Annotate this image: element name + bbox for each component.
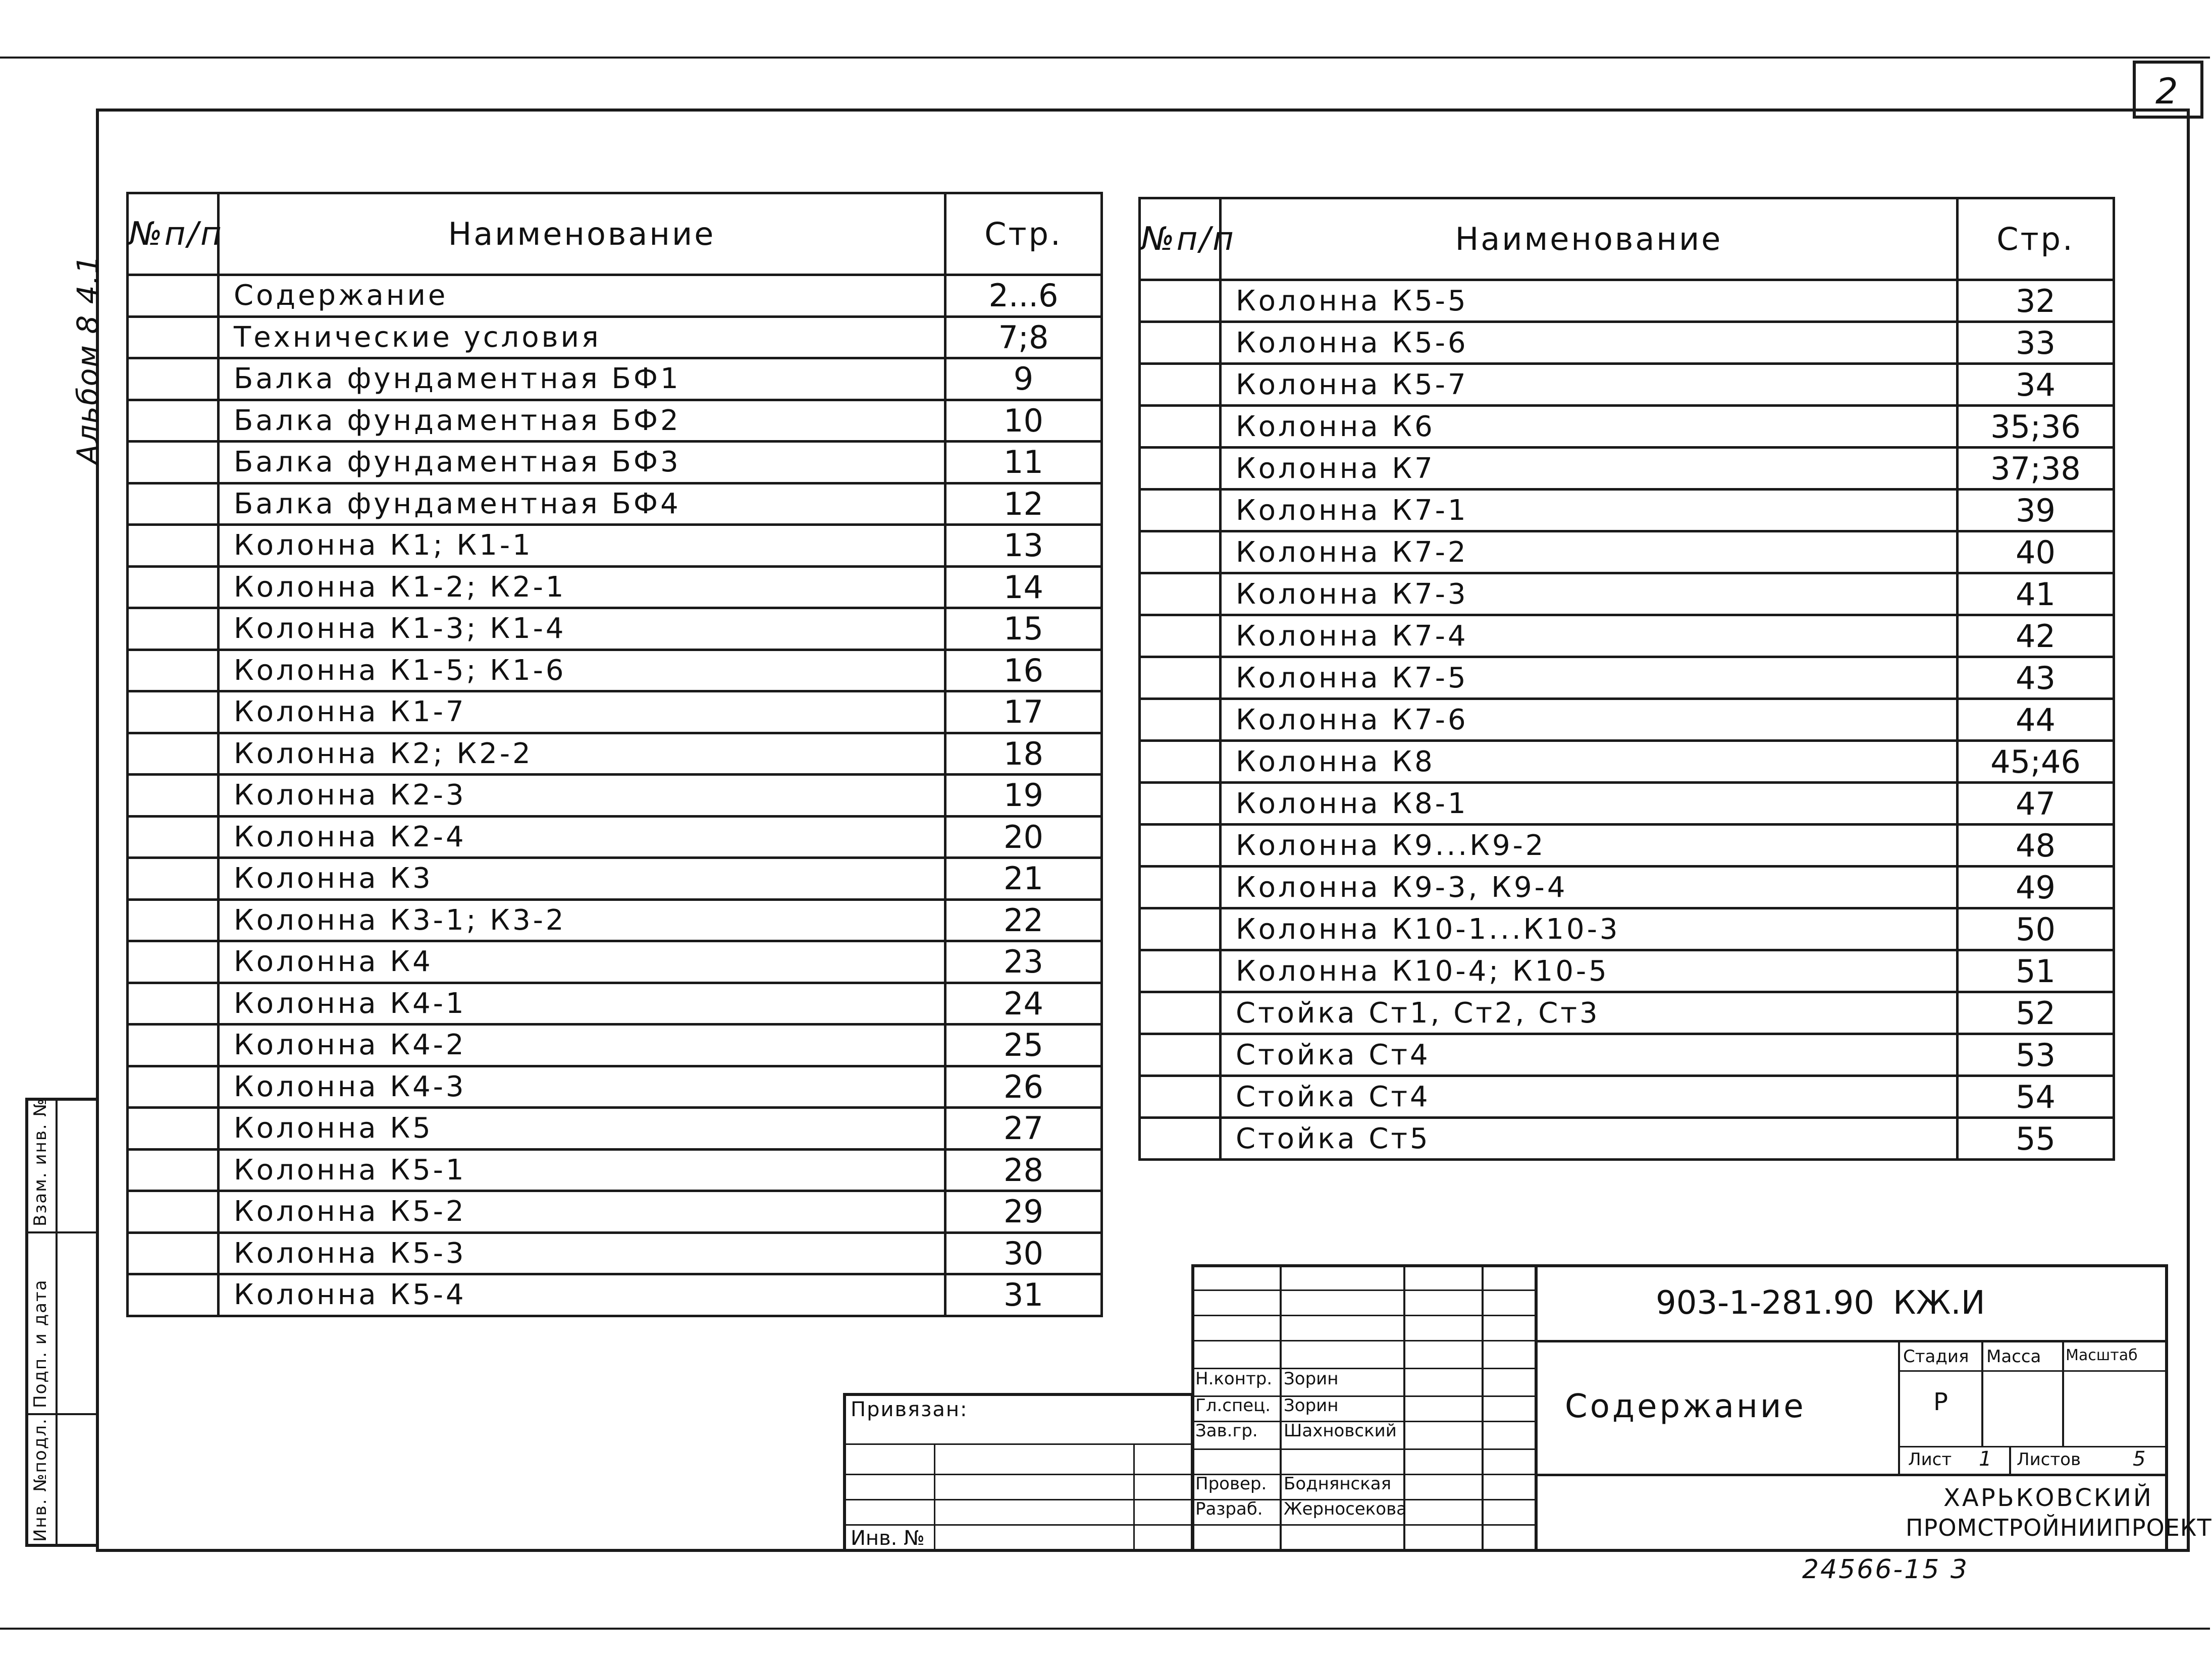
sheet-number: 2 — [2155, 71, 2178, 112]
row-num-cell — [128, 941, 219, 983]
row-num-cell — [128, 1066, 219, 1108]
row-num-cell — [1140, 573, 1221, 615]
row-page: 32 — [1958, 280, 2114, 322]
table-row — [128, 1025, 1102, 1066]
row-page: 16 — [945, 650, 1102, 691]
row-page: 17 — [945, 691, 1102, 733]
row-num-cell — [128, 650, 219, 691]
row-name: Колонна К2-4 — [219, 816, 945, 858]
side-podp-data: Подп. и дата — [30, 1279, 50, 1408]
row-name: Колонна К5-1 — [219, 1149, 945, 1191]
row-name: Технические условия — [219, 316, 945, 358]
table-row — [128, 1232, 1102, 1274]
row-page: 55 — [1958, 1118, 2114, 1160]
right-header-name: Наименование — [1221, 198, 1958, 280]
row-name: Балка фундаментная БФ2 — [219, 400, 945, 442]
table-row — [128, 733, 1102, 775]
table-row — [128, 983, 1102, 1025]
right-header-page: Стр. — [1958, 198, 2114, 280]
row-page: 30 — [945, 1232, 1102, 1274]
doc-mark: КЖ.И — [1893, 1284, 1985, 1322]
priv-h2 — [843, 1474, 1194, 1475]
signer-role: Провер. — [1195, 1474, 1267, 1494]
row-num-cell — [1140, 657, 1221, 699]
row-num-cell — [1140, 406, 1221, 448]
table-row — [1140, 1076, 2114, 1118]
row-name: Колонна К5 — [219, 1108, 945, 1150]
row-name: Колонна К4-3 — [219, 1066, 945, 1108]
table-row — [128, 1149, 1102, 1191]
doc-code: 903-1-281.90 — [1656, 1284, 1874, 1322]
row-page: 31 — [945, 1274, 1102, 1316]
row-num-cell — [128, 316, 219, 358]
row-name: Колонна К9-3, К9-4 — [1221, 867, 1958, 908]
row-page: 11 — [945, 442, 1102, 483]
row-num-cell — [128, 983, 219, 1025]
row-page: 52 — [1958, 992, 2114, 1034]
row-page: 29 — [945, 1191, 1102, 1233]
left-header-name: Наименование — [219, 193, 945, 275]
row-page: 53 — [1958, 1034, 2114, 1076]
row-num-cell — [128, 775, 219, 817]
table-row — [128, 691, 1102, 733]
row-num-cell — [1140, 490, 1221, 531]
tb-h-stage-head — [1898, 1370, 2168, 1372]
row-name: Колонна К2-3 — [219, 775, 945, 817]
row-num-cell — [128, 1232, 219, 1274]
row-num-cell — [128, 858, 219, 900]
row-page: 35;36 — [1958, 406, 2114, 448]
table-row — [128, 483, 1102, 525]
row-num-cell — [128, 1108, 219, 1150]
row-name: Колонна К5-7 — [1221, 364, 1958, 406]
table-row — [128, 1066, 1102, 1108]
row-name: Балка фундаментная БФ4 — [219, 483, 945, 525]
table-row — [128, 1108, 1102, 1150]
row-page: 40 — [1958, 531, 2114, 573]
row-name: Колонна К1-2; К2-1 — [219, 566, 945, 608]
row-num-cell — [128, 400, 219, 442]
bottom-number: 24566-15 3 — [1802, 1554, 1969, 1585]
row-page: 22 — [945, 899, 1102, 941]
tb-h-code — [1535, 1340, 2168, 1342]
row-num-cell — [1140, 699, 1221, 741]
row-num-cell — [128, 358, 219, 400]
row-page: 39 — [1958, 490, 2114, 531]
row-page: 34 — [1958, 364, 2114, 406]
doc-title: Содержание — [1565, 1388, 1806, 1425]
album-label: Альбом 8 4.1 — [71, 254, 105, 464]
tb-h-row10 — [1191, 1524, 1535, 1526]
side-stamp-divider-2 — [25, 1413, 99, 1415]
table-row — [1140, 699, 2114, 741]
tb-v3 — [1482, 1264, 1484, 1552]
tb-v-scale — [2062, 1340, 2064, 1446]
signer-role: Н.контр. — [1195, 1369, 1273, 1389]
row-num-cell — [1140, 1076, 1221, 1118]
row-name: Колонна К2; К2-2 — [219, 733, 945, 775]
row-num-cell — [1140, 741, 1221, 783]
table-row — [128, 275, 1102, 317]
row-name: Колонна К5-3 — [219, 1232, 945, 1274]
table-row — [128, 608, 1102, 650]
row-name: Балка фундаментная БФ3 — [219, 442, 945, 483]
signer-role: Гл.спец. — [1195, 1395, 1271, 1416]
signer-name: Боднянская — [1284, 1474, 1392, 1494]
row-name: Колонна К4-2 — [219, 1025, 945, 1066]
inv-no-label: Инв. № — [851, 1527, 925, 1550]
table-row — [1140, 783, 2114, 825]
row-num-cell — [128, 275, 219, 317]
row-name: Колонна К3-1; К3-2 — [219, 899, 945, 941]
row-num-cell — [1140, 364, 1221, 406]
tb-v-stage — [1898, 1340, 1900, 1474]
row-page: 18 — [945, 733, 1102, 775]
priv-h1 — [843, 1443, 1194, 1445]
left-header-num: №п/п — [128, 193, 219, 275]
tb-h-row2 — [1191, 1315, 1535, 1316]
table-row — [1140, 867, 2114, 908]
table-row — [128, 358, 1102, 400]
privyazan-label: Привязан: — [851, 1398, 968, 1421]
row-name: Колонна К7-4 — [1221, 615, 1958, 657]
row-name: Колонна К7-5 — [1221, 657, 1958, 699]
row-num-cell — [128, 1274, 219, 1316]
tb-v-mass — [1981, 1340, 1983, 1446]
bottom-cut-line — [0, 1628, 2210, 1630]
row-page: 7;8 — [945, 316, 1102, 358]
row-page: 25 — [945, 1025, 1102, 1066]
table-row — [128, 941, 1102, 983]
row-num-cell — [1140, 825, 1221, 867]
row-num-cell — [1140, 950, 1221, 992]
row-num-cell — [128, 733, 219, 775]
table-row — [128, 899, 1102, 941]
row-num-cell — [128, 1025, 219, 1066]
org-line2: ПРОМСТРОЙНИИПРОЕКТ — [1906, 1514, 2212, 1541]
right-header-num: №п/п — [1140, 198, 1221, 280]
row-page: 44 — [1958, 699, 2114, 741]
side-vzam-inv: Взам. инв. № — [30, 1098, 50, 1226]
sheets-value: 5 — [2133, 1447, 2146, 1471]
row-name: Колонна К7-1 — [1221, 490, 1958, 531]
signer-name: Шахновский — [1284, 1421, 1397, 1441]
row-num-cell — [128, 483, 219, 525]
row-num-cell — [1140, 280, 1221, 322]
signer-name: Зорин — [1284, 1369, 1339, 1389]
row-num-cell — [128, 1191, 219, 1233]
row-num-cell — [1140, 615, 1221, 657]
row-page: 45;46 — [1958, 741, 2114, 783]
row-num-cell — [1140, 992, 1221, 1034]
row-name: Колонна К1; К1-1 — [219, 525, 945, 567]
table-row — [1140, 992, 2114, 1034]
top-cut-line — [0, 57, 2210, 59]
table-row — [1140, 364, 2114, 406]
table-row — [1140, 741, 2114, 783]
tb-h-row7 — [1191, 1448, 1535, 1450]
table-row — [128, 400, 1102, 442]
side-inv-podl: Инв. №подл. — [30, 1418, 50, 1542]
row-num-cell — [1140, 322, 1221, 364]
left-contents-table — [126, 192, 1103, 1317]
priv-v1 — [934, 1443, 935, 1552]
row-num-cell — [128, 442, 219, 483]
row-name: Колонна К7-6 — [1221, 699, 1958, 741]
priv-h3 — [843, 1499, 1194, 1500]
row-num-cell — [1140, 867, 1221, 908]
row-name: Колонна К8 — [1221, 741, 1958, 783]
table-row — [1140, 657, 2114, 699]
table-row — [128, 566, 1102, 608]
table-row — [1140, 322, 2114, 364]
row-num-cell — [128, 899, 219, 941]
row-page: 48 — [1958, 825, 2114, 867]
priv-h4 — [843, 1524, 1194, 1526]
row-page: 9 — [945, 358, 1102, 400]
tb-h-row3 — [1191, 1340, 1535, 1341]
row-num-cell — [1140, 908, 1221, 950]
signer-role: Зав.гр. — [1195, 1421, 1258, 1441]
table-row — [1140, 615, 2114, 657]
side-stamp-divider-1 — [25, 1231, 99, 1233]
row-num-cell — [1140, 448, 1221, 490]
tb-h-org — [1535, 1474, 2168, 1476]
priv-v2 — [1133, 1443, 1135, 1552]
right-contents-table — [1138, 197, 2115, 1161]
row-page: 19 — [945, 775, 1102, 817]
mass-label: Масса — [1986, 1347, 2041, 1367]
row-page: 27 — [945, 1108, 1102, 1150]
signer-role: Разраб. — [1195, 1499, 1263, 1519]
table-row — [1140, 908, 2114, 950]
row-name: Колонна К5-2 — [219, 1191, 945, 1233]
table-row — [128, 442, 1102, 483]
row-num-cell — [128, 525, 219, 567]
row-name: Колонна К5-4 — [219, 1274, 945, 1316]
row-name: Содержание — [219, 275, 945, 317]
org-line1: ХАРЬКОВСКИЙ — [1943, 1484, 2153, 1512]
table-row — [1140, 1118, 2114, 1160]
row-num-cell — [1140, 531, 1221, 573]
row-num-cell — [128, 566, 219, 608]
tb-v-sheet — [2009, 1446, 2011, 1474]
row-num-cell — [1140, 1118, 1221, 1160]
row-page: 49 — [1958, 867, 2114, 908]
row-name: Колонна К7-3 — [1221, 573, 1958, 615]
side-stamp-divider — [56, 1098, 58, 1547]
row-name: Колонна К10-1...К10-3 — [1221, 908, 1958, 950]
row-name: Колонна К7 — [1221, 448, 1958, 490]
row-page: 50 — [1958, 908, 2114, 950]
table-row — [1140, 448, 2114, 490]
table-row — [1140, 573, 2114, 615]
sheets-label: Листов — [2017, 1449, 2081, 1470]
signer-name: Жерносекова — [1284, 1499, 1407, 1519]
row-page: 42 — [1958, 615, 2114, 657]
sheet-label: Лист — [1908, 1449, 1952, 1470]
row-name: Балка фундаментная БФ1 — [219, 358, 945, 400]
table-row — [1140, 490, 2114, 531]
row-page: 12 — [945, 483, 1102, 525]
table-row — [1140, 825, 2114, 867]
row-page: 37;38 — [1958, 448, 2114, 490]
row-name: Колонна К1-7 — [219, 691, 945, 733]
scale-label: Масштаб — [2066, 1347, 2138, 1364]
row-page: 24 — [945, 983, 1102, 1025]
row-name: Колонна К7-2 — [1221, 531, 1958, 573]
row-page: 2...6 — [945, 275, 1102, 317]
table-row — [1140, 280, 2114, 322]
table-row — [1140, 406, 2114, 448]
row-name: Колонна К1-3; К1-4 — [219, 608, 945, 650]
sheet-value: 1 — [1979, 1447, 1992, 1471]
row-num-cell — [128, 608, 219, 650]
tb-h-sheet — [1898, 1446, 2168, 1447]
table-row — [128, 816, 1102, 858]
row-name: Стойка Ст4 — [1221, 1034, 1958, 1076]
row-name: Колонна К9...К9-2 — [1221, 825, 1958, 867]
stage-value: Р — [1933, 1388, 1948, 1416]
row-page: 21 — [945, 858, 1102, 900]
row-page: 14 — [945, 566, 1102, 608]
row-page: 20 — [945, 816, 1102, 858]
table-row — [128, 650, 1102, 691]
row-page: 15 — [945, 608, 1102, 650]
table-row — [1140, 1034, 2114, 1076]
row-num-cell — [128, 1149, 219, 1191]
row-name: Колонна К3 — [219, 858, 945, 900]
row-page: 33 — [1958, 322, 2114, 364]
row-num-cell — [1140, 783, 1221, 825]
row-page: 43 — [1958, 657, 2114, 699]
row-name: Колонна К6 — [1221, 406, 1958, 448]
table-row — [128, 858, 1102, 900]
row-num-cell — [128, 691, 219, 733]
table-row — [128, 1191, 1102, 1233]
table-row — [128, 775, 1102, 817]
tb-v-main — [1535, 1264, 1538, 1552]
row-num-cell — [1140, 1034, 1221, 1076]
row-name: Колонна К5-5 — [1221, 280, 1958, 322]
row-name: Стойка Ст5 — [1221, 1118, 1958, 1160]
row-page: 54 — [1958, 1076, 2114, 1118]
row-page: 13 — [945, 525, 1102, 567]
row-page: 23 — [945, 941, 1102, 983]
row-page: 51 — [1958, 950, 2114, 992]
row-name: Колонна К1-5; К1-6 — [219, 650, 945, 691]
tb-v1 — [1280, 1264, 1282, 1552]
row-name: Колонна К8-1 — [1221, 783, 1958, 825]
table-row — [1140, 950, 2114, 992]
row-page: 41 — [1958, 573, 2114, 615]
row-page: 26 — [945, 1066, 1102, 1108]
row-name: Колонна К5-6 — [1221, 322, 1958, 364]
table-row — [128, 1274, 1102, 1316]
left-header-page: Стр. — [945, 193, 1102, 275]
row-page: 10 — [945, 400, 1102, 442]
signer-name: Зорин — [1284, 1395, 1339, 1416]
tb-h-row1 — [1191, 1289, 1535, 1291]
table-row — [128, 525, 1102, 567]
row-name: Колонна К4 — [219, 941, 945, 983]
stage-label: Стадия — [1903, 1347, 1969, 1367]
row-num-cell — [128, 816, 219, 858]
row-page: 47 — [1958, 783, 2114, 825]
row-name: Колонна К4-1 — [219, 983, 945, 1025]
row-name: Колонна К10-4; К10-5 — [1221, 950, 1958, 992]
row-page: 28 — [945, 1149, 1102, 1191]
table-row — [128, 316, 1102, 358]
row-name: Стойка Ст4 — [1221, 1076, 1958, 1118]
table-row — [1140, 531, 2114, 573]
row-name: Стойка Ст1, Ст2, Ст3 — [1221, 992, 1958, 1034]
